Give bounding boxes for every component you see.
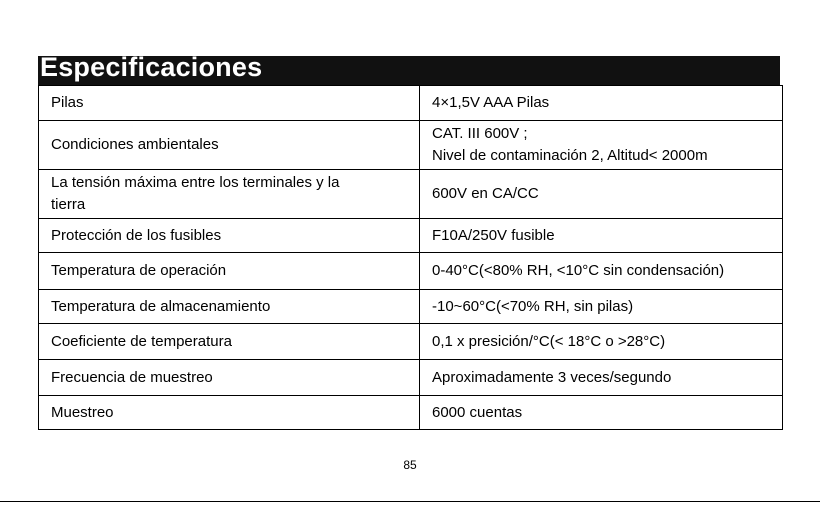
spec-label-cell: [39, 170, 420, 219]
spec-value: 600V en CA/CC: [432, 185, 539, 202]
spec-value: 6000 cuentas: [432, 403, 523, 421]
page-number: 85: [403, 458, 417, 472]
spec-label: Condiciones ambientales: [51, 136, 219, 153]
spec-label-cell: [39, 396, 420, 430]
spec-value-cell: [420, 219, 783, 253]
spec-value-cell: [420, 121, 783, 170]
spec-label-cell: [39, 324, 420, 360]
spec-value-cell: [420, 396, 783, 430]
spec-value-cell: [420, 253, 783, 290]
spec-label: Coeficiente de temperatura: [51, 332, 232, 350]
bottom-divider: [0, 501, 820, 502]
spec-value: CAT. III 600V ;: [432, 125, 528, 142]
specifications-table: [38, 85, 783, 430]
spec-label: Temperatura de operación: [51, 262, 227, 279]
table-row: [39, 396, 783, 430]
spec-value-cell: [420, 86, 783, 121]
spec-label-cell: [39, 253, 420, 290]
section-title: Especificaciones: [40, 52, 263, 82]
spec-value: Aproximadamente 3 veces/segundo: [432, 368, 672, 386]
spec-label-cell: [39, 290, 420, 324]
table-row: [39, 290, 783, 324]
spec-label-cell: [39, 121, 420, 170]
spec-value: 4×1,5V AAA Pilas: [432, 94, 550, 111]
table-row: [39, 219, 783, 253]
spec-label-cell: [39, 219, 420, 253]
table-row: [39, 86, 783, 121]
spec-label: La tensión máxima entre los terminales y la: [51, 174, 340, 191]
spec-label-cell: [39, 86, 420, 121]
table-row: [39, 170, 783, 219]
spec-value-cell: [420, 324, 783, 360]
table-row: [39, 121, 783, 170]
spec-label: Pilas: [51, 94, 84, 111]
table-row: [39, 324, 783, 360]
spec-label: tierra: [51, 196, 86, 213]
spec-value-cell: [420, 170, 783, 219]
spec-label: Frecuencia de muestreo: [51, 368, 213, 386]
spec-value-cell: [420, 290, 783, 324]
spec-value-cell: [420, 360, 783, 396]
spec-value: 0,1 x presición/°C(< 18°C o >28°C): [432, 332, 666, 350]
spec-label: Muestreo: [51, 403, 114, 421]
spec-label-cell: [39, 360, 420, 396]
spec-value: F10A/250V fusible: [432, 226, 555, 244]
spec-value: Nivel de contaminación 2, Altitud< 2000m: [432, 147, 708, 164]
spec-label: Protección de los fusibles: [51, 226, 222, 244]
spec-label: Temperatura de almacenamiento: [51, 297, 271, 315]
spec-value: 0-40°C(<80% RH, <10°C sin condensación): [432, 262, 725, 279]
section-header: [38, 52, 780, 85]
spec-value: -10~60°C(<70% RH, sin pilas): [432, 297, 634, 315]
table-row: [39, 360, 783, 396]
table-row: [39, 253, 783, 290]
